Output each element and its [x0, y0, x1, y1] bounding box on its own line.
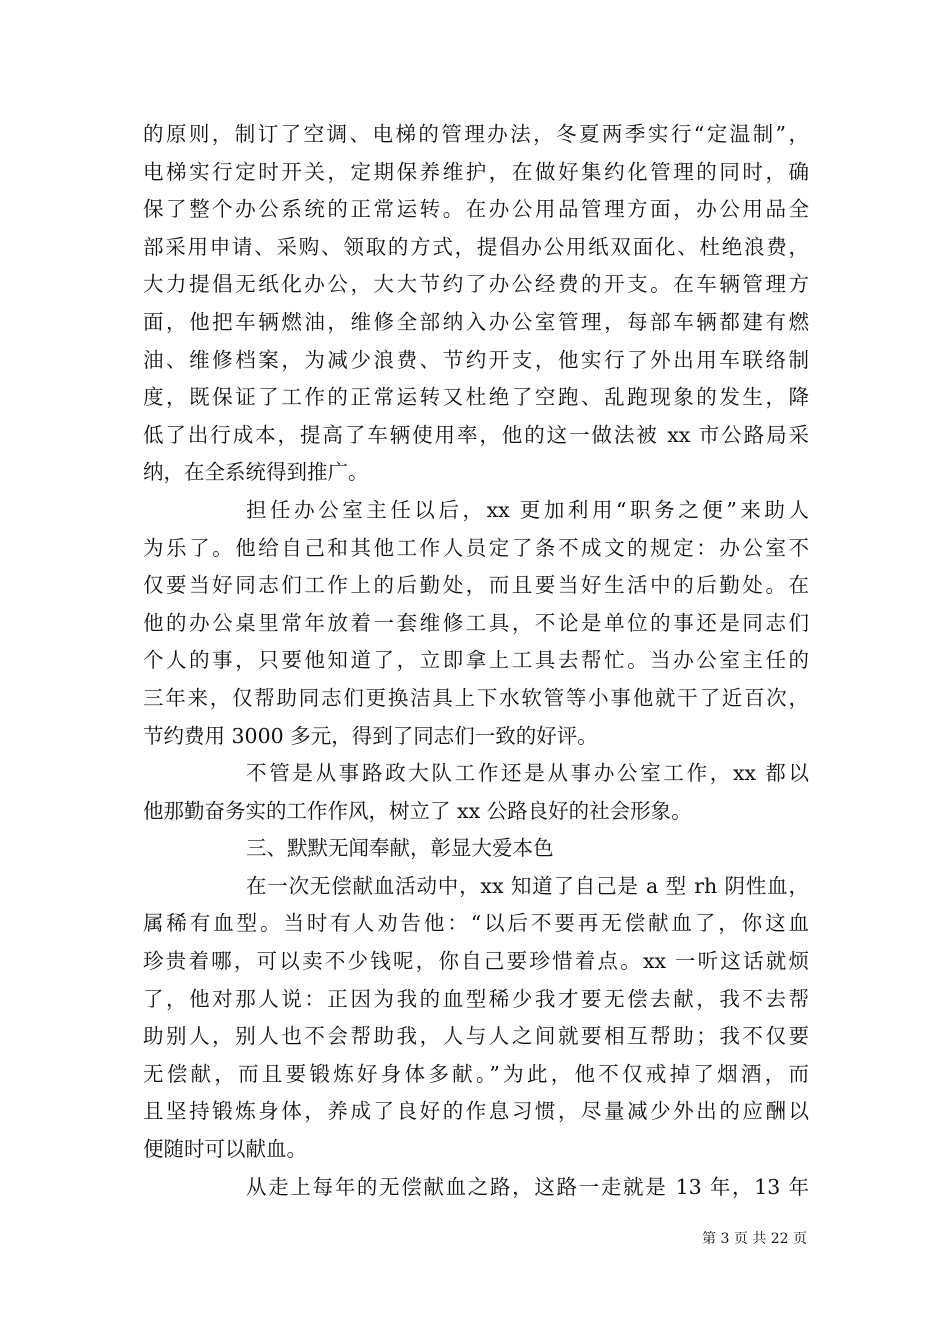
- text-line: 从走上每年的无偿献血之路，这路一走就是 13 年，13 年: [246, 1174, 809, 1199]
- text-line: 的原则，制订了空调、电梯的管理办法，冬夏两季实行“定温制”，: [143, 122, 809, 146]
- text-line: 面，他把车辆燃油，维修全部纳入办公室管理，每部车辆都建有燃: [143, 309, 809, 334]
- page-footer: 第 3 页 共 22 页: [702, 1231, 807, 1247]
- text-line: 他那勤奋务实的工作作风，树立了 xx 公路良好的社会形象。: [143, 798, 692, 823]
- text-line: 油、维修档案，为减少浪费、节约开支，他实行了外出用车联络制: [143, 347, 809, 372]
- text-line: 大力提倡无纸化办公，大大节约了办公经费的开支。在车辆管理方: [143, 272, 809, 297]
- text-line: 节约费用 3000 多元，得到了同志们一致的好评。: [143, 723, 598, 748]
- section-heading: [143, 830, 809, 868]
- text-line: 低了出行成本，提高了车辆使用率，他的这一做法被 xx 市公路局采: [143, 422, 809, 447]
- body-text: [143, 116, 809, 1206]
- text-line: 无偿献，而且要锻炼好身体多献。”为此，他不仅戒掉了烟酒，而: [143, 1061, 809, 1086]
- text-line: 珍贵着哪，可以卖不少钱呢，你自己要珍惜着点。xx 一听这话就烦: [143, 949, 809, 974]
- paragraph-4: [143, 868, 809, 1169]
- text-line: 属稀有血型。当时有人劝告他：“以后不要再无偿献血了，你这血: [143, 911, 809, 936]
- text-line: 担任办公室主任以后，xx 更加利用“职务之便”来助人: [246, 497, 809, 522]
- text-line: 助别人，别人也不会帮助我，人与人之间就要相互帮助；我不仅要: [143, 1024, 809, 1049]
- text-line: 他的办公桌里常年放着一套维修工具，不论是单位的事还是同志们: [143, 610, 809, 635]
- text-line: 保了整个办公系统的正常运转。在办公用品管理方面，办公用品全: [143, 197, 809, 222]
- paragraph-3: [143, 755, 809, 830]
- text-line: 且坚持锻炼身体，养成了良好的作息习惯，尽量减少外出的应酬以: [143, 1099, 809, 1124]
- text-line: 度，既保证了工作的正常运转又杜绝了空跑、乱跑现象的发生，降: [143, 385, 809, 410]
- paragraph-2: [143, 492, 809, 755]
- text-line: 电梯实行定时开关，定期保养维护，在做好集约化管理的同时，确: [143, 159, 809, 184]
- text-line: 仅要当好同志们工作上的后勤处，而且要当好生活中的后勤处。在: [143, 573, 809, 598]
- text-line: 不管是从事路政大队工作还是从事办公室工作，xx 都以: [246, 761, 809, 786]
- text-line: 在一次无偿献血活动中，xx 知道了自己是 a 型 rh 阴性血，: [246, 873, 809, 898]
- text-line: 了，他对那人说：正因为我的血型稀少我才要无偿去献，我不去帮: [143, 986, 809, 1011]
- text-line: 个人的事，只要他知道了，立即拿上工具去帮忙。当办公室主任的: [143, 648, 809, 673]
- section-heading-text: 三、默默无闻奉献，彰显大爱本色: [246, 836, 554, 861]
- paragraph-5: [143, 1169, 809, 1207]
- paragraph-1: [143, 116, 809, 492]
- text-line: 纳，在全系统得到推广。: [143, 460, 369, 485]
- text-line: 为乐了。他给自己和其他工作人员定了条不成文的规定：办公室不: [143, 535, 809, 560]
- text-line: 三年来，仅帮助同志们更换洁具上下水软管等小事他就干了近百次，: [143, 685, 809, 710]
- text-line: 便随时可以献血。: [143, 1137, 307, 1162]
- text-line: 部采用申请、采购、领取的方式，提倡办公用纸双面化、杜绝浪费，: [143, 234, 809, 259]
